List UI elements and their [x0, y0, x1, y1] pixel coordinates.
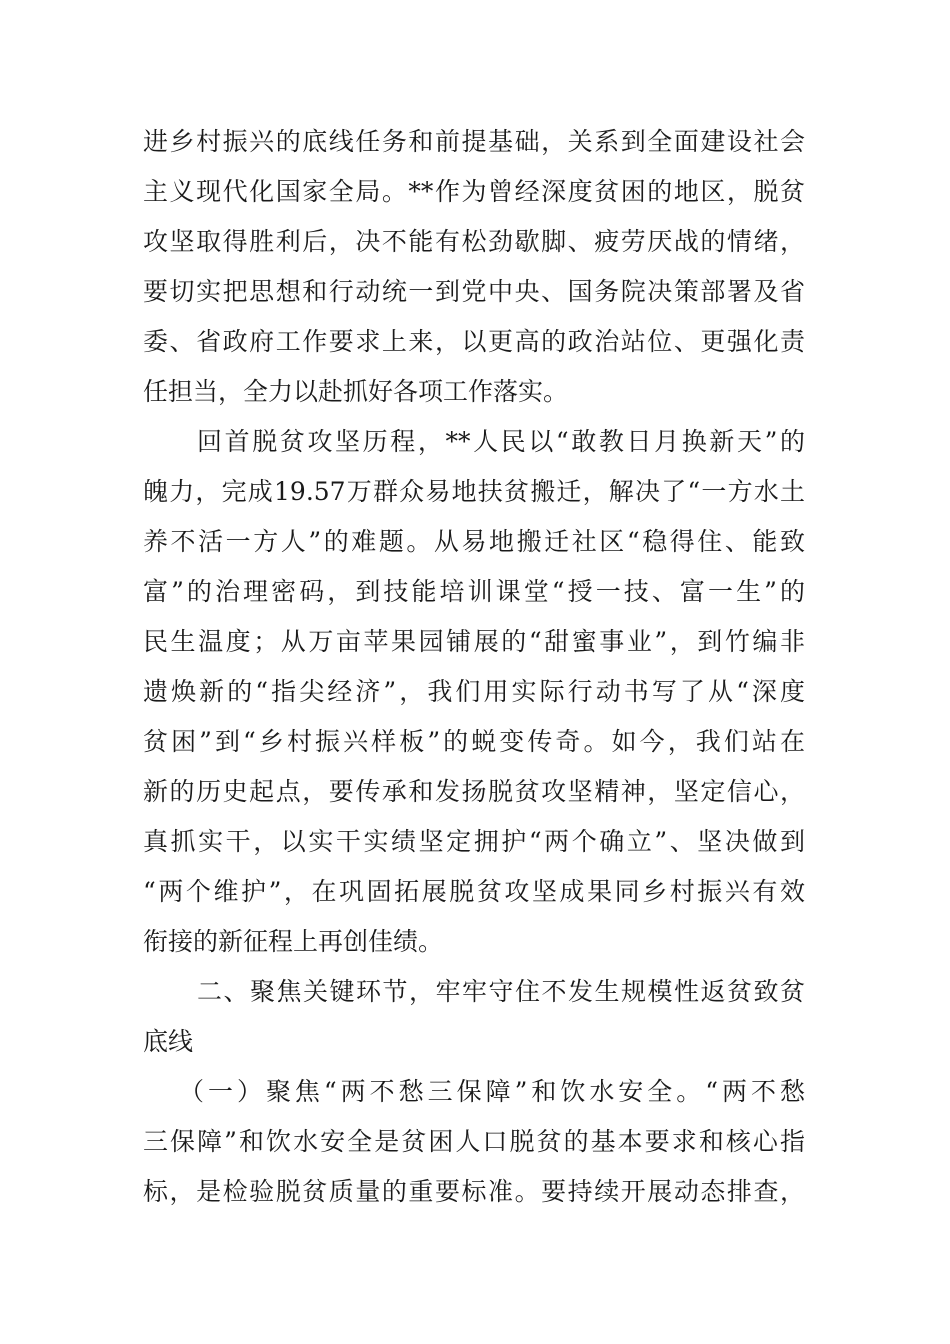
text-line: 任担当，全力以赴抓好各项工作落实。	[143, 377, 569, 406]
text-line: 魄力，完成19.57万群众易地扶贫搬迁，解决了“一方水土	[143, 477, 805, 506]
text-line: 贫困”到“乡村振兴样板”的蜕变传奇。如今，我们站在	[143, 727, 805, 756]
document-page	[143, 117, 805, 1217]
text-line: 三保障”和饮水安全是贫困人口脱贫的基本要求和核心指	[143, 1127, 805, 1156]
text-line: （一）聚焦“两不愁三保障”和饮水安全。“两不愁	[179, 1077, 805, 1106]
text-line: 衔接的新征程上再创佳绩。	[143, 927, 444, 956]
text-line: 进乡村振兴的底线任务和前提基础，关系到全面建设社会	[143, 127, 805, 156]
text-line: 真抓实干，以实干实绩坚定拥护“两个确立”、坚决做到	[143, 827, 805, 856]
text-line: 养不活一方人”的难题。从易地搬迁社区“稳得住、能致	[143, 527, 805, 556]
subsection-paragraph	[143, 1067, 805, 1217]
text-line: 委、省政府工作要求上来，以更高的政治站位、更强化责	[143, 327, 805, 356]
text-line: 遗焕新的“指尖经济”，我们用实际行动书写了从“深度	[143, 677, 805, 706]
text-line: 回首脱贫攻坚历程，**人民以“敢教日月换新天”的	[197, 427, 805, 456]
text-line: 民生温度；从万亩苹果园铺展的“甜蜜事业”，到竹编非	[143, 627, 805, 656]
text-line: 二、聚焦关键环节，牢牢守住不发生规模性返贫致贫	[197, 977, 805, 1006]
text-line: 主义现代化国家全局。**作为曾经深度贫困的地区，脱贫	[143, 177, 805, 206]
text-line: 标，是检验脱贫质量的重要标准。要持续开展动态排查，	[143, 1177, 805, 1206]
text-line: “两个维护”，在巩固拓展脱贫攻坚成果同乡村振兴有效	[143, 877, 805, 906]
paragraph-continuation	[143, 117, 805, 417]
section-heading	[143, 967, 805, 1067]
text-line: 富”的治理密码，到技能培训课堂“授一技、富一生”的	[143, 577, 805, 606]
paragraph-review	[143, 417, 805, 967]
text-line: 底线	[143, 1027, 194, 1056]
text-line: 攻坚取得胜利后，决不能有松劲歇脚、疲劳厌战的情绪，	[143, 227, 805, 256]
text-line: 新的历史起点，要传承和发扬脱贫攻坚精神，坚定信心，	[143, 777, 805, 806]
text-line: 要切实把思想和行动统一到党中央、国务院决策部署及省	[143, 277, 805, 306]
